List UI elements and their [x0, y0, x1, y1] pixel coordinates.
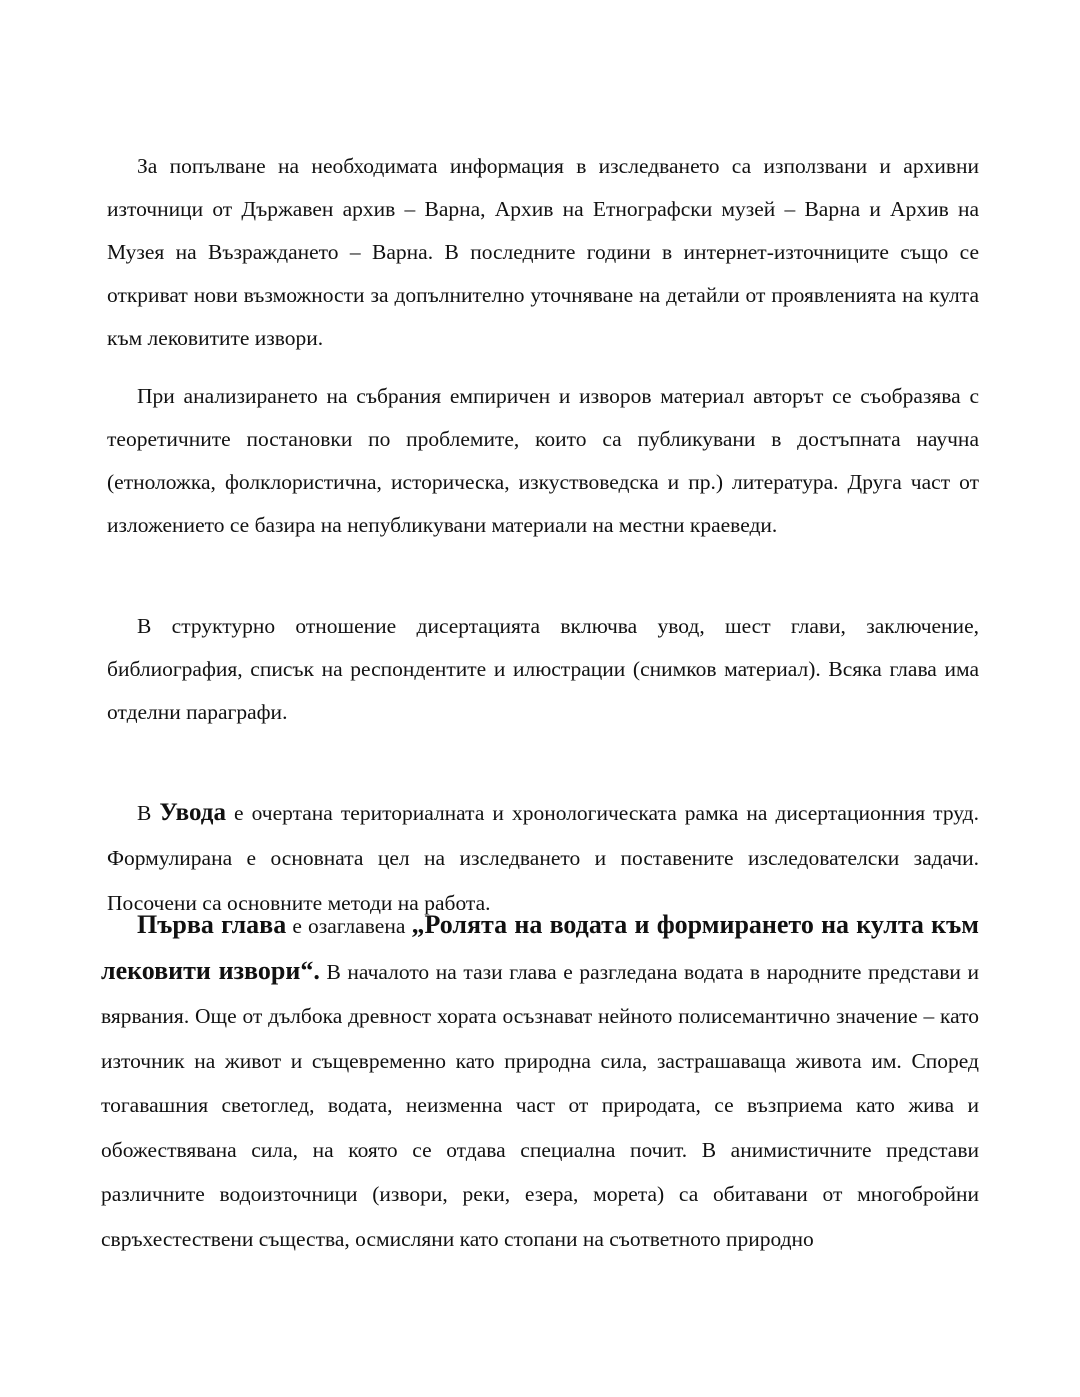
chapter-one-title: „Ролята на водата и формирането на култа към лековити извори“. — [101, 910, 980, 985]
chapter-one-heading: Първа глава — [137, 910, 287, 939]
paragraph-methodology: При анализирането на събрания емпиричен и изворов материал авторът се съобразява с теоретичните постановки по проблемите, които са публикувани в достъпната научна (етноложка, фолклористична, историческа, изкуствоведска и пр.) литература. Друга част от изложението се базира на непубликувани материали на местни краеведи. — [107, 384, 979, 537]
intro-lead-text: В — [137, 801, 160, 825]
paragraph-structure: В структурно отношение дисертацията включва увод, шест глави, заключение, библиография, списък на респондентите и илюстрации (снимков материал). Всяка глава има отделни параграфи. — [107, 614, 979, 724]
intro-rest-text: е очертана териториалната и хронологическата рамка на дисертационния труд. Формулирана е основната цел на изследването и поставените изследователски задачи. Посочени са основните методи на работа. — [107, 801, 979, 915]
chapter-one-connector: е озаглавена — [286, 914, 412, 938]
paragraph-archival-sources: За попълване на необходимата информация в изследването са използвани и архивни източници от Държавен архив – Варна, Архив на Етнографски музей – Варна и Архив на Музея на Възраждането – Варна. В последните години в интернет-източниците също се откриват нови възможности за допълнително уточняване на детайли от проявленията на култа към лековитите извори. — [107, 154, 979, 350]
paragraph-chapter-one — [101, 903, 979, 1261]
chapter-one-body: В началото на тази глава е разгледана водата в народните представи и вярвания. Още от дълбока древност хората осъзнават нейното полисемантично значение – като източник на живот и същевременно като природна сила, застрашаваща живота им. Според тогавашния светоглед, водата, неизменна част от природата, се възприема като жива и обожествявана сила, на която се отдава специална почит. В анимистичните представи различните водоизточници (извори, реки, езера, морета) са обитавани от многобройни свръхестествени същества, осмисляни като стопани на съответното природно — [101, 959, 979, 1251]
intro-bold-term: Увода — [159, 799, 226, 826]
